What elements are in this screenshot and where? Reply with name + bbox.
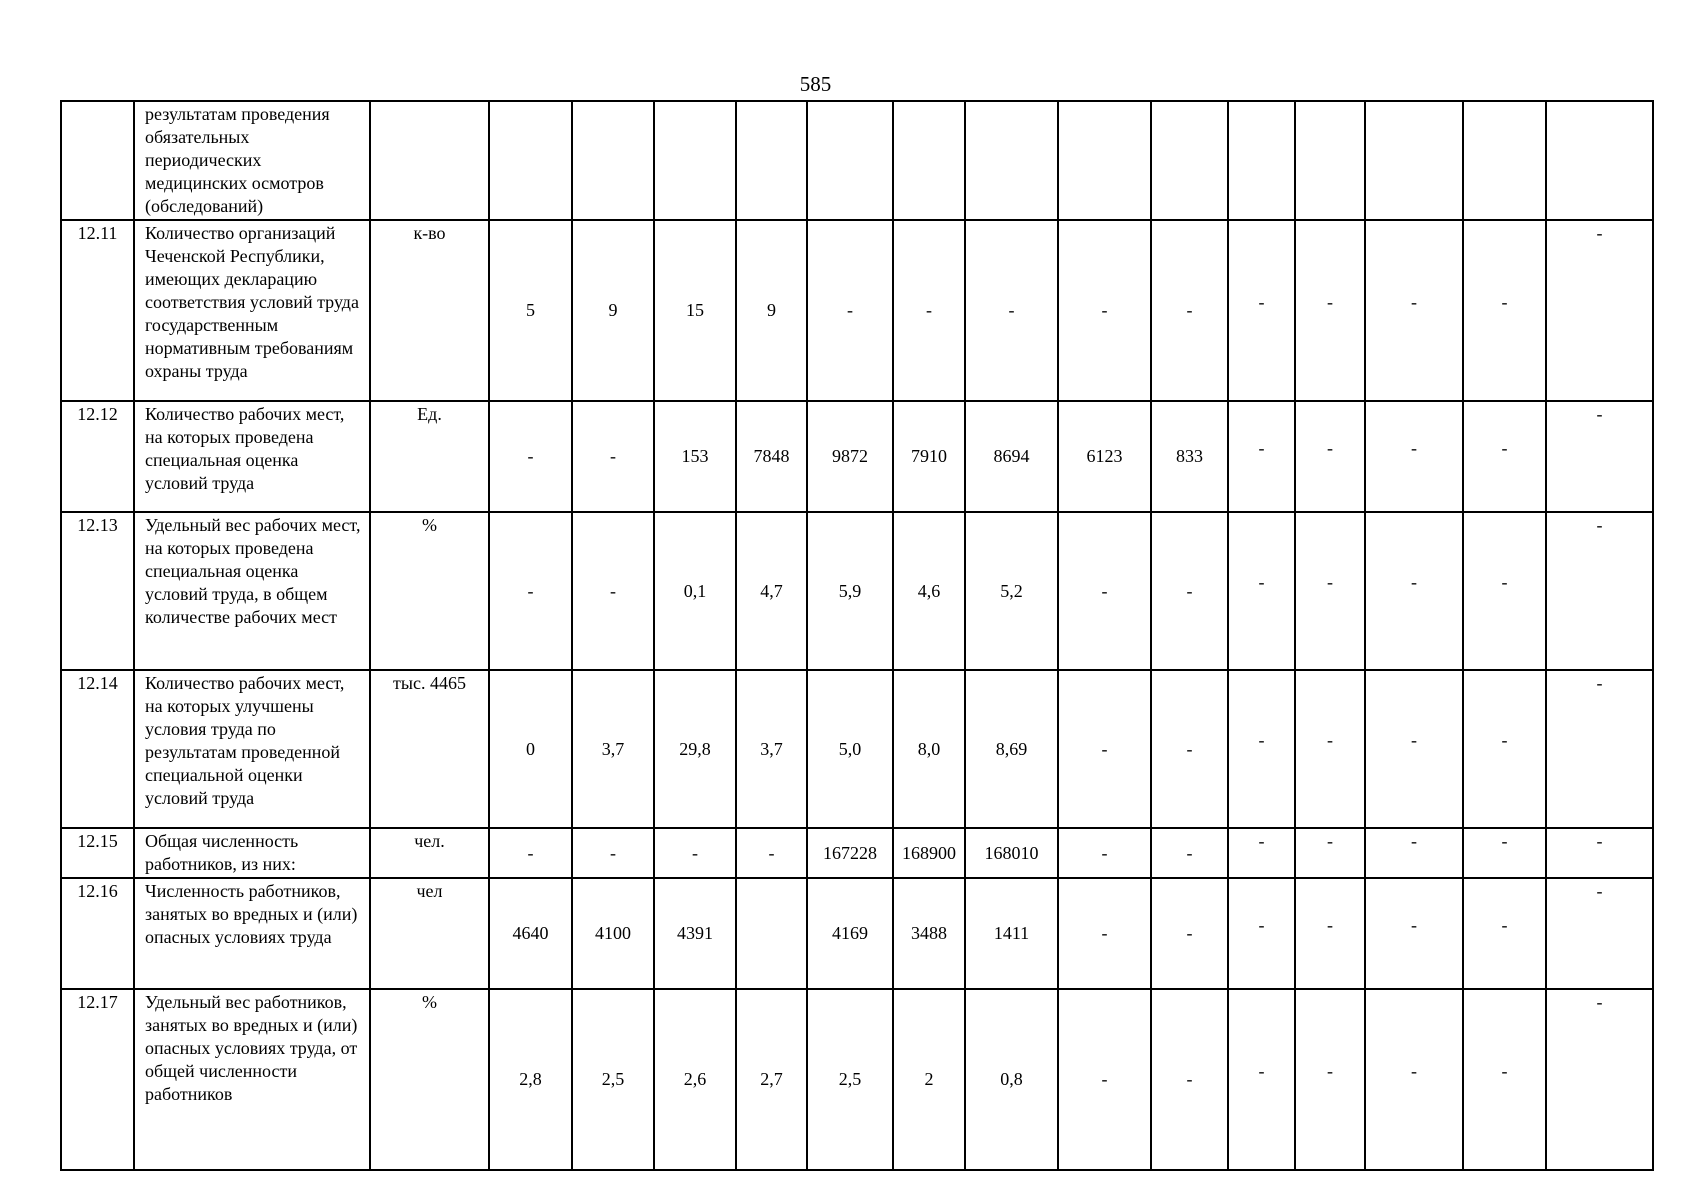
value-cell	[1295, 101, 1365, 220]
extra-value-cell: -	[1463, 878, 1546, 989]
extra-value-cell: -	[1295, 989, 1365, 1170]
row-number: 12.15	[61, 828, 134, 878]
extra-value-cell: -	[1295, 220, 1365, 401]
value-cell: -	[807, 220, 893, 401]
indicators-table	[60, 100, 1654, 1171]
table-row	[61, 401, 1653, 512]
value-cell: 153	[654, 401, 736, 512]
extra-value-cell: -	[1463, 989, 1546, 1170]
value-cell: 4640	[489, 878, 572, 989]
extra-value-cell: -	[1228, 670, 1295, 828]
table-row	[61, 101, 1653, 220]
extra-value-cell: -	[1228, 220, 1295, 401]
value-cell	[1058, 101, 1151, 220]
extra-value-cell: -	[1228, 401, 1295, 512]
value-cell	[572, 101, 654, 220]
value-cell: 0,1	[654, 512, 736, 670]
value-cell: 2,8	[489, 989, 572, 1170]
value-cell: 5,2	[965, 512, 1058, 670]
row-number: 12.13	[61, 512, 134, 670]
value-cell: 9872	[807, 401, 893, 512]
indicator-name: Количество организаций Чеченской Республики, имеющих декларацию соответствия условий труда государственным нормативным требованиям охраны труда	[134, 220, 370, 401]
value-cell: 3488	[893, 878, 965, 989]
value-cell: 29,8	[654, 670, 736, 828]
value-cell: 168900	[893, 828, 965, 878]
extra-value-cell: -	[1365, 512, 1463, 670]
extra-value-cell: -	[1463, 401, 1546, 512]
value-cell	[1228, 101, 1295, 220]
value-cell: -	[1151, 828, 1228, 878]
value-cell	[965, 101, 1058, 220]
extra-value-cell: -	[1365, 878, 1463, 989]
value-cell: -	[736, 828, 807, 878]
unit-cell: %	[370, 512, 489, 670]
row-number: 12.11	[61, 220, 134, 401]
value-cell	[807, 101, 893, 220]
value-cell: 3,7	[736, 670, 807, 828]
value-cell: -	[893, 220, 965, 401]
extra-value-cell: -	[1365, 220, 1463, 401]
last-value-cell: -	[1546, 878, 1653, 989]
extra-value-cell: -	[1295, 512, 1365, 670]
unit-cell: чел	[370, 878, 489, 989]
row-number	[61, 101, 134, 220]
value-cell: 1411	[965, 878, 1058, 989]
extra-value-cell: -	[1365, 670, 1463, 828]
extra-value-cell: -	[1228, 878, 1295, 989]
value-cell: -	[1058, 989, 1151, 1170]
value-cell: -	[654, 828, 736, 878]
value-cell: -	[489, 828, 572, 878]
extra-value-cell: -	[1295, 828, 1365, 878]
table-row	[61, 878, 1653, 989]
extra-value-cell: -	[1463, 828, 1546, 878]
unit-cell: Ед.	[370, 401, 489, 512]
value-cell: 8,69	[965, 670, 1058, 828]
last-value-cell: -	[1546, 989, 1653, 1170]
value-cell	[654, 101, 736, 220]
value-cell	[1463, 101, 1546, 220]
value-cell: 9	[572, 220, 654, 401]
unit-cell: чел.	[370, 828, 489, 878]
value-cell: 0	[489, 670, 572, 828]
value-cell: -	[965, 220, 1058, 401]
extra-value-cell: -	[1365, 828, 1463, 878]
value-cell: 168010	[965, 828, 1058, 878]
value-cell: -	[1151, 220, 1228, 401]
indicator-name: Удельный вес работников, занятых во вредных и (или) опасных условиях труда, от общей численности работников	[134, 989, 370, 1170]
unit-cell	[370, 101, 489, 220]
value-cell: -	[489, 512, 572, 670]
value-cell: 5,0	[807, 670, 893, 828]
value-cell	[1151, 101, 1228, 220]
extra-value-cell: -	[1295, 878, 1365, 989]
indicator-name: Удельный вес рабочих мест, на которых проведена специальная оценка условий труда, в общем количестве рабочих мест	[134, 512, 370, 670]
value-cell: 8,0	[893, 670, 965, 828]
page-number: 585	[799, 72, 832, 96]
value-cell: 4,6	[893, 512, 965, 670]
value-cell: 2,7	[736, 989, 807, 1170]
last-value-cell: -	[1546, 401, 1653, 512]
row-number: 12.17	[61, 989, 134, 1170]
value-cell: -	[1151, 989, 1228, 1170]
last-value-cell: -	[1546, 512, 1653, 670]
value-cell: -	[572, 512, 654, 670]
unit-cell: к-во	[370, 220, 489, 401]
extra-value-cell: -	[1295, 401, 1365, 512]
value-cell: -	[1151, 878, 1228, 989]
last-value-cell: -	[1546, 828, 1653, 878]
value-cell: 0,8	[965, 989, 1058, 1170]
value-cell: -	[1058, 670, 1151, 828]
table-row	[61, 512, 1653, 670]
row-number: 12.14	[61, 670, 134, 828]
extra-value-cell: -	[1463, 670, 1546, 828]
table-row	[61, 670, 1653, 828]
extra-value-cell: -	[1463, 220, 1546, 401]
unit-cell: %	[370, 989, 489, 1170]
extra-value-cell: -	[1228, 512, 1295, 670]
value-cell	[489, 101, 572, 220]
value-cell: -	[1151, 512, 1228, 670]
value-cell: 3,7	[572, 670, 654, 828]
value-cell: 5,9	[807, 512, 893, 670]
table-row	[61, 989, 1653, 1170]
value-cell: 5	[489, 220, 572, 401]
row-number: 12.16	[61, 878, 134, 989]
value-cell: 4391	[654, 878, 736, 989]
value-cell: 7910	[893, 401, 965, 512]
indicator-name: Численность работников, занятых во вредных и (или) опасных условиях труда	[134, 878, 370, 989]
value-cell: -	[572, 401, 654, 512]
value-cell: 833	[1151, 401, 1228, 512]
row-number: 12.12	[61, 401, 134, 512]
value-cell: 2,6	[654, 989, 736, 1170]
value-cell	[736, 878, 807, 989]
extra-value-cell: -	[1365, 989, 1463, 1170]
value-cell	[893, 101, 965, 220]
value-cell	[1546, 101, 1653, 220]
value-cell: 15	[654, 220, 736, 401]
value-cell: -	[1058, 512, 1151, 670]
value-cell	[1365, 101, 1463, 220]
value-cell: 167228	[807, 828, 893, 878]
extra-value-cell: -	[1228, 828, 1295, 878]
value-cell: 2	[893, 989, 965, 1170]
value-cell: -	[572, 828, 654, 878]
extra-value-cell: -	[1295, 670, 1365, 828]
value-cell: 7848	[736, 401, 807, 512]
extra-value-cell: -	[1463, 512, 1546, 670]
value-cell: 2,5	[572, 989, 654, 1170]
indicator-name: Количество рабочих мест, на которых улучшены условия труда по результатам проведенной специальной оценки условий труда	[134, 670, 370, 828]
value-cell: 4169	[807, 878, 893, 989]
value-cell: 9	[736, 220, 807, 401]
value-cell: -	[489, 401, 572, 512]
value-cell	[736, 101, 807, 220]
indicator-name: результатам проведения обязательных периодических медицинских осмотров (обследований)	[134, 101, 370, 220]
value-cell: -	[1058, 878, 1151, 989]
last-value-cell: -	[1546, 220, 1653, 401]
value-cell: 4100	[572, 878, 654, 989]
indicator-name: Общая численность работников, из них:	[134, 828, 370, 878]
value-cell: -	[1058, 220, 1151, 401]
extra-value-cell: -	[1365, 401, 1463, 512]
value-cell: 2,5	[807, 989, 893, 1170]
indicator-name: Количество рабочих мест, на которых проведена специальная оценка условий труда	[134, 401, 370, 512]
value-cell: -	[1058, 828, 1151, 878]
extra-value-cell: -	[1228, 989, 1295, 1170]
value-cell: -	[1151, 670, 1228, 828]
value-cell: 4,7	[736, 512, 807, 670]
value-cell: 8694	[965, 401, 1058, 512]
unit-cell: тыс. 4465	[370, 670, 489, 828]
table-row	[61, 220, 1653, 401]
table-row	[61, 828, 1653, 878]
value-cell: 6123	[1058, 401, 1151, 512]
last-value-cell: -	[1546, 670, 1653, 828]
